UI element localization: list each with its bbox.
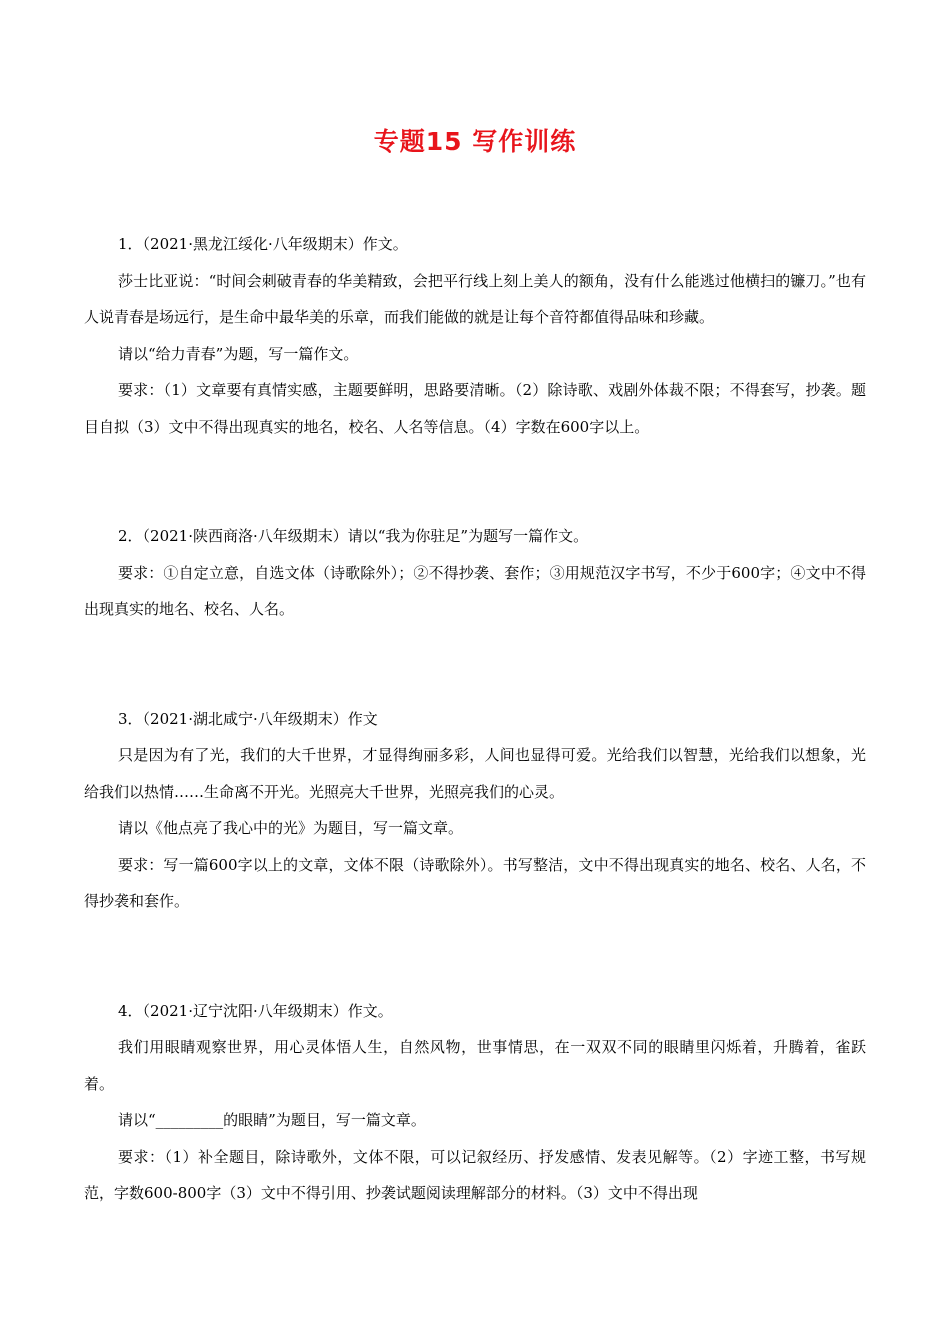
question-paragraph: 要求：（1）补全题目，除诗歌外，文体不限，可以记叙经历、抒发感情、发表见解等。（2）字迹工整，书写规范，字数600-800字（3）文中不得引用、抄袭试题阅读理解部分的材料。（3）文中不得出现	[84, 1147, 866, 1202]
question-paragraph: 要求：①自定立意，自选文体（诗歌除外）；②不得抄袭、套作；③用规范汉字书写，不少于600字；④文中不得出现真实的地名、校名、人名。	[84, 563, 866, 618]
question-3	[84, 701, 866, 920]
question-4	[84, 993, 866, 1212]
question-paragraph: 只是因为有了光，我们的大千世界，才显得绚丽多彩，人间也显得可爱。光给我们以智慧，光给我们以想象，光给我们以热情……生命离不开光。光照亮大千世界，光照亮我们的心灵。	[84, 746, 866, 801]
question-paragraph: 要求：（1）文章要有真情实感，主题要鲜明，思路要清晰。（2）除诗歌、戏剧外体裁不限；不得套写，抄袭。题目自拟（3）文中不得出现真实的地名，校名、人名等信息。（4）字数在600字以上。	[84, 381, 866, 436]
question-1	[84, 226, 866, 445]
page-title: 专题15 写作训练	[373, 127, 577, 156]
question-paragraph: 请以“_________的眼睛”为题目，写一篇文章。	[118, 1111, 426, 1129]
question-heading: 4．（2021·辽宁沈阳·八年级期末）作文。	[118, 1001, 393, 1020]
question-paragraph: 莎士比亚说：“时间会刺破青春的华美精致，会把平行线上刻上美人的额角，没有什么能逃过他横扫的镰刀。”也有人说青春是场远行，是生命中最华美的乐章，而我们能做的就是让每个音符都值得品味和珍藏。	[84, 271, 866, 326]
question-paragraph: 要求：写一篇600字以上的文章，文体不限（诗歌除外）。书写整洁，文中不得出现真实的地名、校名、人名，不得抄袭和套作。	[84, 855, 866, 910]
document-body	[84, 226, 866, 1212]
question-heading: 1．（2021·黑龙江绥化·八年级期末）作文。	[118, 235, 408, 253]
question-paragraph: 我们用眼睛观察世界，用心灵体悟人生，自然风物，世事情思，在一双双不同的眼睛里闪烁着，升腾着，雀跃着。	[84, 1038, 866, 1093]
question-heading: 2．（2021·陕西商洛·八年级期末）请以“我为你驻足”为题写一篇作文。	[118, 527, 589, 545]
question-paragraph: 请以《他点亮了我心中的光》为题目，写一篇文章。	[118, 819, 464, 837]
question-paragraph: 请以“给力青春”为题，写一篇作文。	[118, 344, 359, 363]
question-heading: 3．（2021·湖北咸宁·八年级期末）作文	[118, 709, 378, 728]
question-2	[84, 518, 866, 628]
